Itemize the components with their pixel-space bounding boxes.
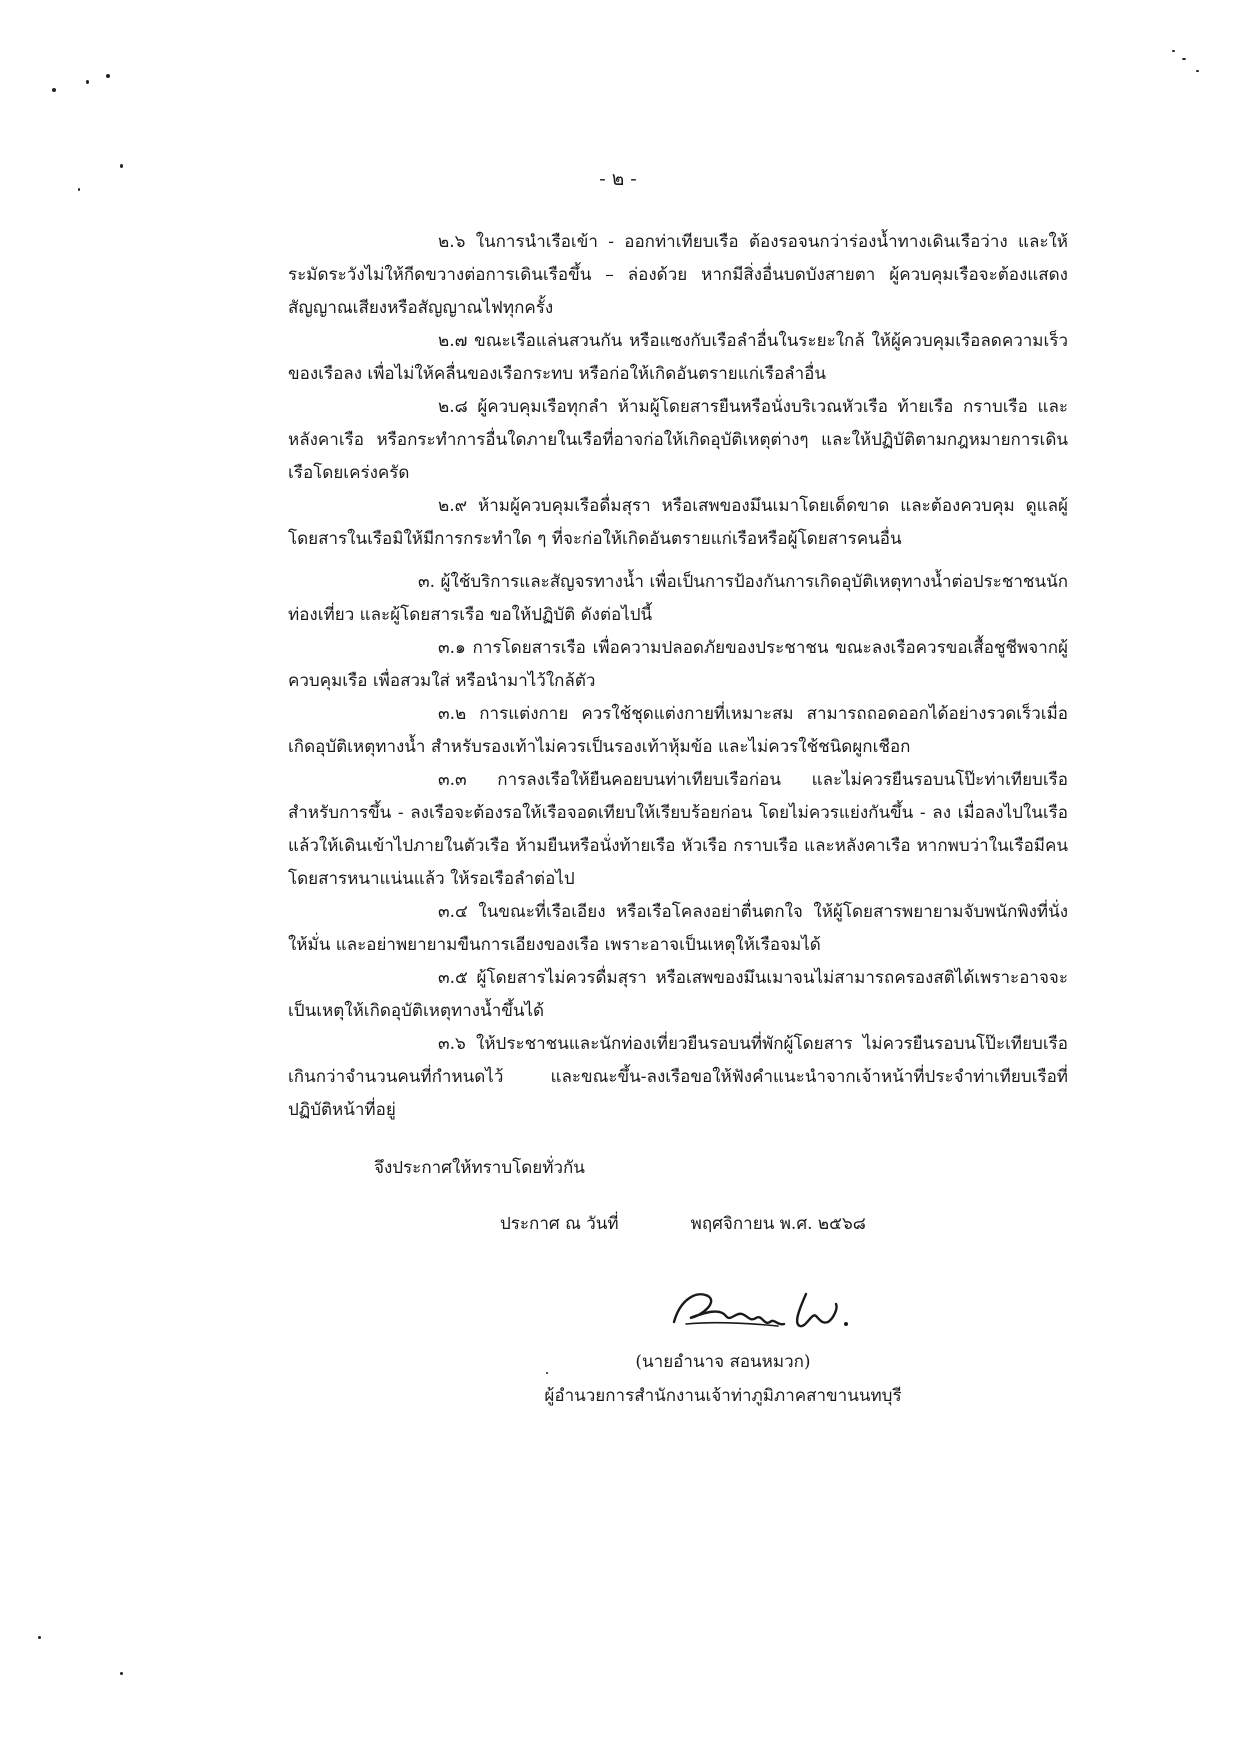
- scan-speck: [86, 80, 89, 84]
- scan-speck: [52, 88, 56, 92]
- section-3-heading: ๓. ผู้ใช้บริการและสัญจรทางน้ำ เพื่อเป็นการป้องกันการเกิดอุบัติเหตุทางน้ำต่อประชาชนนักท่องเที่ยว และผู้โดยสารเรือ ขอให้ปฏิบัติ ดังต่อไปนี้: [288, 572, 1068, 625]
- paragraph-2-8: ๒.๘ ผู้ควบคุมเรือทุกลำ ห้ามผู้โดยสารยืนหรือนั่งบริเวณหัวเรือ ท้ายเรือ กราบเรือ และหลังคาเรือ หรือกระทำการอื่นใดภายในเรือที่อาจก่อให้เกิดอุบัติเหตุต่างๆ และให้ปฏิบัติตามกฎหมายการเดินเรือโดยเคร่งครัด: [288, 397, 1068, 483]
- paragraph-2-9: ๒.๙ ห้ามผู้ควบคุมเรือดื่มสุรา หรือเสพของมึนเมาโดยเด็ดขาด และต้องควบคุม ดูแลผู้โดยสารในเรือมิให้มีการกระทำใด ๆ ที่จะก่อให้เกิดอันตรายแก่เรือหรือผู้โดยสารคนอื่น: [288, 496, 1068, 549]
- closing-statement: จึงประกาศให้ทราบโดยทั่วกัน: [374, 1158, 585, 1178]
- scan-speck: [1182, 58, 1186, 60]
- paragraph-3-5: ๓.๕ ผู้โดยสารไม่ควรดื่มสุรา หรือเสพของมึนเมาจนไม่สามารถครองสติได้เพราะอาจจะเป็นเหตุให้เกิดอุบัติเหตุทางน้ำขึ้นได้: [288, 968, 1068, 1021]
- handwritten-signature: [666, 1282, 866, 1342]
- scan-speck: [1172, 50, 1175, 52]
- paragraph-3-1: ๓.๑ การโดยสารเรือ เพื่อความปลอดภัยของประชาชน ขณะลงเรือควรขอเสื้อชูชีพจากผู้ควบคุมเรือ เพื่อสวมใส่ หรือนำมาไว้ใกล้ตัว: [288, 638, 1068, 691]
- scan-speck: [120, 1672, 123, 1675]
- paragraph-3-2: ๓.๒ การแต่งกาย ควรใช้ชุดแต่งกายที่เหมาะสม สามารถถอดออกได้อย่างรวดเร็วเมื่อเกิดอุบัติเหตุทางน้ำ สำหรับรองเท้าไม่ควรเป็นรองเท้าหุ้มข้อ และไม่ควรใช้ชนิดผูกเชือก: [288, 704, 1068, 757]
- signer-name: (นายอำนาจ สอนหมวก): [635, 1352, 811, 1372]
- announcement-body: [288, 226, 1068, 1127]
- paragraph-2-6: ๒.๖ ในการนำเรือเข้า - ออกท่าเทียบเรือ ต้องรอจนกว่าร่องน้ำทางเดินเรือว่าง และให้ระมัดระวังไม่ให้กีดขวางต่อการเดินเรือขึ้น – ล่องด้วย หากมีสิ่งอื่นบดบังสายตา ผู้ควบคุมเรือจะต้องแสดงสัญญาณเสียงหรือสัญญาณไฟทุกครั้ง: [288, 232, 1068, 318]
- paragraph-2-7: ๒.๗ ขณะเรือแล่นสวนกัน หรือแซงกับเรือลำอื่นในระยะใกล้ ให้ผู้ควบคุมเรือลดความเร็วของเรือลง เพื่อไม่ให้คลื่นของเรือกระทบ หรือก่อให้เกิดอันตรายแก่เรือลำอื่น: [288, 331, 1068, 384]
- signer-title: ผู้อำนวยการสำนักงานเจ้าท่าภูมิภาคสาขานนทบุรี: [544, 1386, 902, 1406]
- scan-speck: [106, 74, 110, 78]
- scan-speck: [38, 1636, 41, 1639]
- paragraph-3-6: ๓.๖ ให้ประชาชนและนักท่องเที่ยวยืนรอบนที่พักผู้โดยสาร ไม่ควรยืนรอบนโป๊ะเทียบเรือเกินกว่าจำนวนคนที่กำหนดไว้ และขณะขึ้น-ลงเรือขอให้ฟังคำแนะนำจากเจ้าหน้าที่ประจำท่าเทียบเรือที่ปฏิบัติหน้าที่อยู่: [288, 1034, 1068, 1120]
- paragraph-3-4: ๓.๔ ในขณะที่เรือเอียง หรือเรือโคลงอย่าตื่นตกใจ ให้ผู้โดยสารพยายามจับพนักพิงที่นั่งให้มั่น และอย่าพยายามขืนการเอียงของเรือ เพราะอาจเป็นเหตุให้เรือจมได้: [288, 902, 1068, 955]
- paragraph-3-3: ๓.๓ การลงเรือให้ยืนคอยบนท่าเทียบเรือก่อน และไม่ควรยืนรอบนโป๊ะท่าเทียบเรือสำหรับการขึ้น - ลงเรือจะต้องรอให้เรือจอดเทียบให้เรียบร้อยก่อน โดยไม่ควรแย่งกันขึ้น - ลง เมื่อลงไปในเรือแล้วให้เดินเข้าไปภายในตัวเรือ ห้ามยืนหรือนั่งท้ายเรือ หัวเรือ กราบเรือ และหลังคาเรือ หากพบว่าในเรือมีคนโดยสารหนาแน่นแล้ว ให้รอเรือลำต่อไป: [288, 770, 1068, 889]
- announced-date: พฤศจิกายน พ.ศ. ๒๕๖๘: [690, 1214, 866, 1234]
- announcement-date-line: [500, 1210, 866, 1237]
- announced-prefix: ประกาศ ณ วันที่: [500, 1214, 619, 1234]
- page-number: - ๒ -: [599, 168, 637, 190]
- scan-speck: [1196, 70, 1199, 72]
